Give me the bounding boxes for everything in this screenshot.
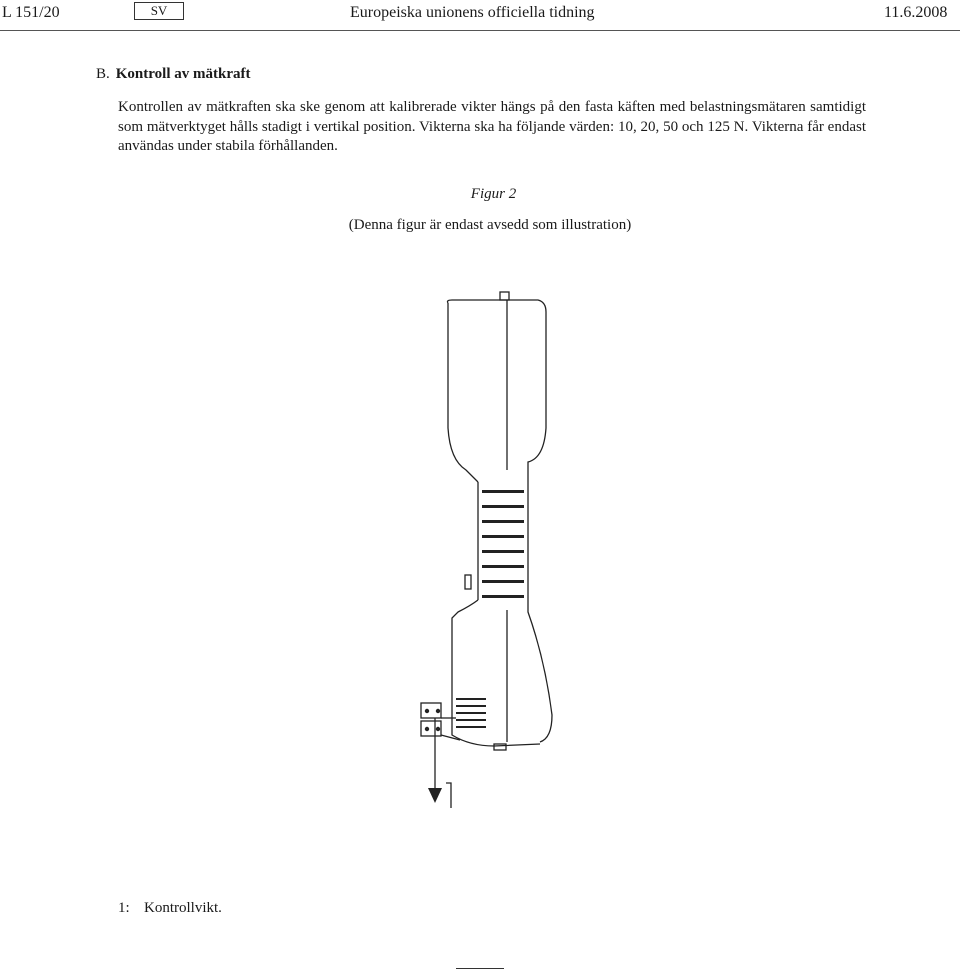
grip-rib — [482, 535, 524, 538]
gauge-illustration — [400, 280, 570, 820]
grip-rib — [482, 490, 524, 493]
upper-housing-left — [448, 303, 478, 482]
grip-rib — [482, 520, 524, 523]
jaw-slot — [456, 719, 486, 721]
jaw-bolt — [425, 727, 429, 731]
jaw-bolt — [436, 727, 440, 731]
legend-number: 1: — [118, 900, 130, 916]
body-paragraph: Kontrollen av mätkraften ska ske genom att kalibrerade vikter hängs på den fasta käften med belastningsmätaren samtidigt som mätverktyget hålls stadigt i vertikal position. Vikterna ska ha följande värden: 10, 20, 50 och 125 N. Vikterna får endast användas under stabila förhållanden. — [118, 99, 866, 154]
journal-title: Europeiska unionens officiella tidning — [350, 4, 595, 21]
jaw-bolt — [425, 709, 429, 713]
side-clip — [465, 575, 471, 589]
legend-text: Kontrollvikt. — [144, 900, 222, 916]
top-button — [500, 292, 509, 300]
figure-legend — [118, 900, 222, 917]
header-rule — [0, 30, 960, 31]
section-letter: B. — [96, 66, 110, 82]
upper-housing — [448, 300, 547, 482]
section-title: Kontroll av mätkraft — [115, 66, 251, 82]
grip-rib — [482, 550, 524, 553]
grip-rib — [482, 580, 524, 583]
grip-rib — [482, 565, 524, 568]
lower-body-right — [528, 600, 552, 742]
jaw-slot — [456, 712, 486, 714]
jaw-bolt — [436, 709, 440, 713]
figure-label: Figur 2 — [470, 186, 517, 202]
grip-rib — [482, 505, 524, 508]
base-foot — [494, 744, 506, 750]
page-reference: L 151/20 — [2, 4, 60, 21]
lower-body-left — [452, 600, 478, 715]
jaw-slot — [456, 698, 486, 700]
jaw-slot — [456, 705, 486, 707]
jaw-slot — [456, 726, 486, 728]
publication-date: 11.6.2008 — [884, 4, 948, 21]
load-arrow-head — [428, 788, 442, 803]
end-rule — [456, 968, 504, 969]
grip-rib — [482, 595, 524, 598]
page-header — [0, 0, 960, 34]
section-heading — [96, 66, 250, 83]
language-badge: SV — [134, 2, 184, 20]
label-leader — [446, 783, 451, 808]
figure-caption: (Denna figur är endast avsedd som illustration) — [348, 217, 632, 233]
